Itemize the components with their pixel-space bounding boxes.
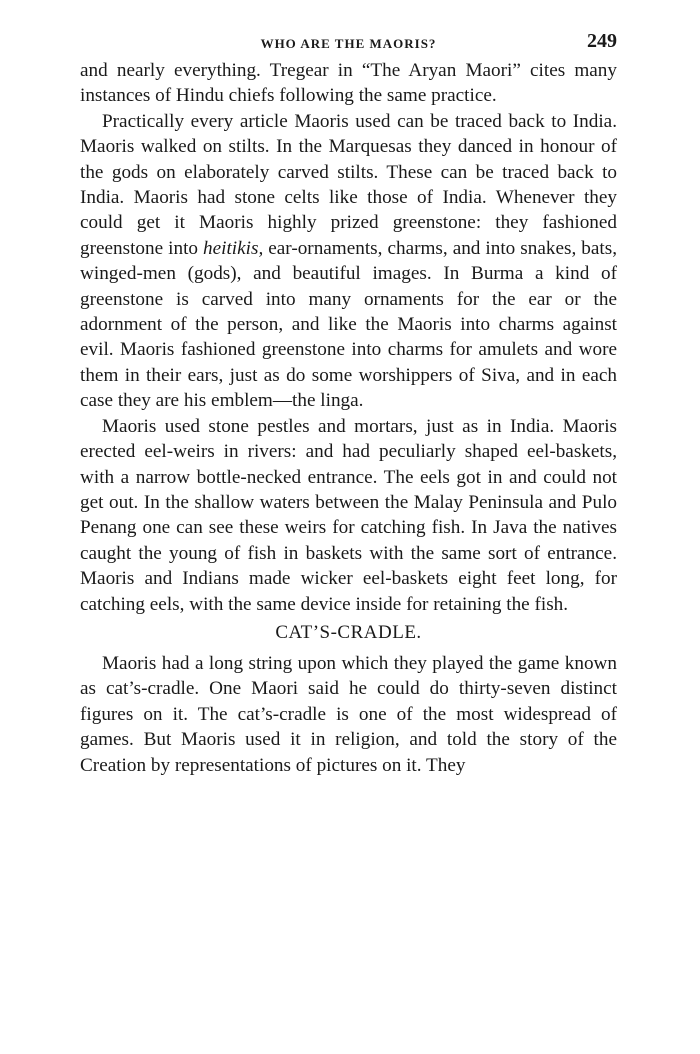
paragraph-continued: and nearly everything. Tregear in “The Aryan Maori” cites many instances of Hindu chiefs following the same practice. [80,60,617,107]
paragraph-artifacts-text: Practically every article Maoris used can be traced back to India. Maoris walked on stilts. In the Marquesas they danced in honour of the gods on elaborately carved stilts. These can be traced back to India. Maoris had stone celts like those of India. Whenever they could get it Maoris highly prized greenstone: they fashioned greenstone into [80,110,617,259]
running-head [80,28,617,58]
section-heading: CAT’S-CRADLE. [275,621,422,643]
running-title: WHO ARE THE MAORIS? [260,36,437,51]
page-number: 249 [587,30,617,52]
italic-term-heitikis: heitikis, [203,237,264,259]
paragraph-cats-cradle: Maoris had a long string upon which they played the game known as cat’s-cradle. One Maori said he could do thirty-seven distinct figures on it. The cat’s-cradle is one of the most widespread of games. But Maoris used it in religion, and told the story of the Creation by representations of pictures on it. They [80,652,617,776]
book-page [80,28,617,778]
paragraph-artifacts [80,109,617,414]
paragraph-artifacts-rest: ear-ornaments, charms, and into snakes, bats, winged-men (gods), and beautiful images. In Burma a kind of greenstone is carved into many ornaments for the ear or the adornment of the person, and like the Maoris into charms against evil. Maoris fashioned greenstone into charms for amulets and wore them in their ears, just as do some worshippers of Siva, and in each case they are his emblem—the linga. [80,237,617,412]
body-text [80,58,617,778]
paragraph-eel-weirs: Maoris used stone pestles and mortars, just as in India. Maoris erected eel-weirs in rivers: and had peculiarly shaped eel-baskets, with a narrow bottle-necked entrance. The eels got in and could not get out. In the shallow waters between the Malay Peninsula and Pulo Penang one can see these weirs for catching fish. In Java the natives caught the young of fish in baskets with the same sort of entrance. Maoris and Indians made wicker eel-baskets eight feet long, for catching eels, with the same device inside for retaining the fish. [80,415,617,615]
